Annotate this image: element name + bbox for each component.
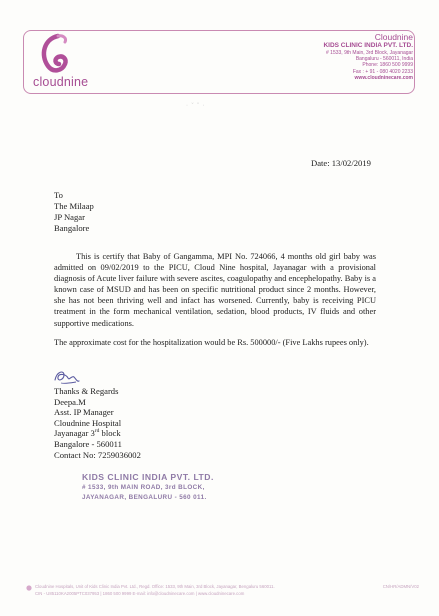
footer-line1: Cloudnine Hospitals, Unit of Kids Clinic India Pvt. Ltd., Regd. Office: 1533, 9th Main, 3rd Block, Jayanagar, Bengaluru 560011. [35,584,275,589]
letter-date: Date: 13/02/2019 [311,158,371,168]
handwritten-signature [52,366,80,388]
company-fax: Fax : + 91 - 080 4020 2233 [352,68,413,75]
footer-document-code: CN/HR/ADMN/V02 [382,584,419,589]
company-stamp [82,471,214,502]
company-website: www.cloudninecare.com [354,74,413,81]
signatory-title: Asst. IP Manager [54,407,114,418]
logo-wordmark: cloudnine [33,75,89,89]
recipient-block [54,190,94,234]
contact-number: Contact No: 7259036002 [54,449,141,460]
closing: Thanks & Regards [54,386,119,396]
signatory-name: Deepa.M [54,396,86,407]
footer-line2: CIN - U85110KA2005PTC037953 | 1860 500 9999 E-mail: info@cloudninecare.com | www.cloudninecare.com [35,590,245,596]
company-details [323,32,413,81]
stamp-address-line2: JAYANAGAR, BENGALURU - 560 011. [82,493,207,501]
brand-name: Cloudnine [374,32,413,42]
company-address-line1: # 1533, 9th Main, 3rd Block, Jayanagar [326,50,413,56]
hospital-address: Jayanagar 3rd block [54,428,121,439]
signature-block [54,386,141,460]
footer [26,584,418,597]
recipient-line: The Milaap [54,201,94,211]
company-name: KIDS CLINIC INDIA PVT. LTD. [323,42,413,49]
stamp-company-name: KIDS CLINIC INDIA PVT. LTD. [82,472,214,482]
scan-artifact: · ˘ ˘ · [186,103,206,109]
cloudnine-logo-icon [34,33,74,77]
recipient-line: JP Nagar [54,212,85,222]
cost-statement: The approximate cost for the hospitalization would be Rs. 500000/- (Five Lakhs rupees only). [54,338,369,347]
recipient-line: To [54,190,63,200]
company-phone: Phone: 1860 500 9999 [362,62,413,69]
recipient-line: Bangalore [54,223,90,233]
hospital-city: Bangalore - 560011 [54,438,122,449]
hospital-name: Cloudnine Hospital [54,417,122,428]
stamp-address-line1: # 1533, 9th MAIN ROAD, 3rd BLOCK, [82,484,205,491]
company-address-line2: Bangaluru - 560011, India [355,56,413,63]
letter-body: This is certify that Baby of Gangamma, MPI No. 724066, 4 months old girl baby was admitted on 09/02/2019 to the PICU, Cloud Nine hospital, Jayanagar with a provisional diagnosis of Acute liver failure with severe ascites, coagulopathy and encephelopathy. Baby is a known case of MSUD and has been on specific nutritional product since 2 months. However, she has not been thriving well and infact has worsened. Currently, baby is receiving PICU treatment in the form mechanical ventilation, sedation, blood products, IV fluids and other supportive medications. [54,252,376,328]
